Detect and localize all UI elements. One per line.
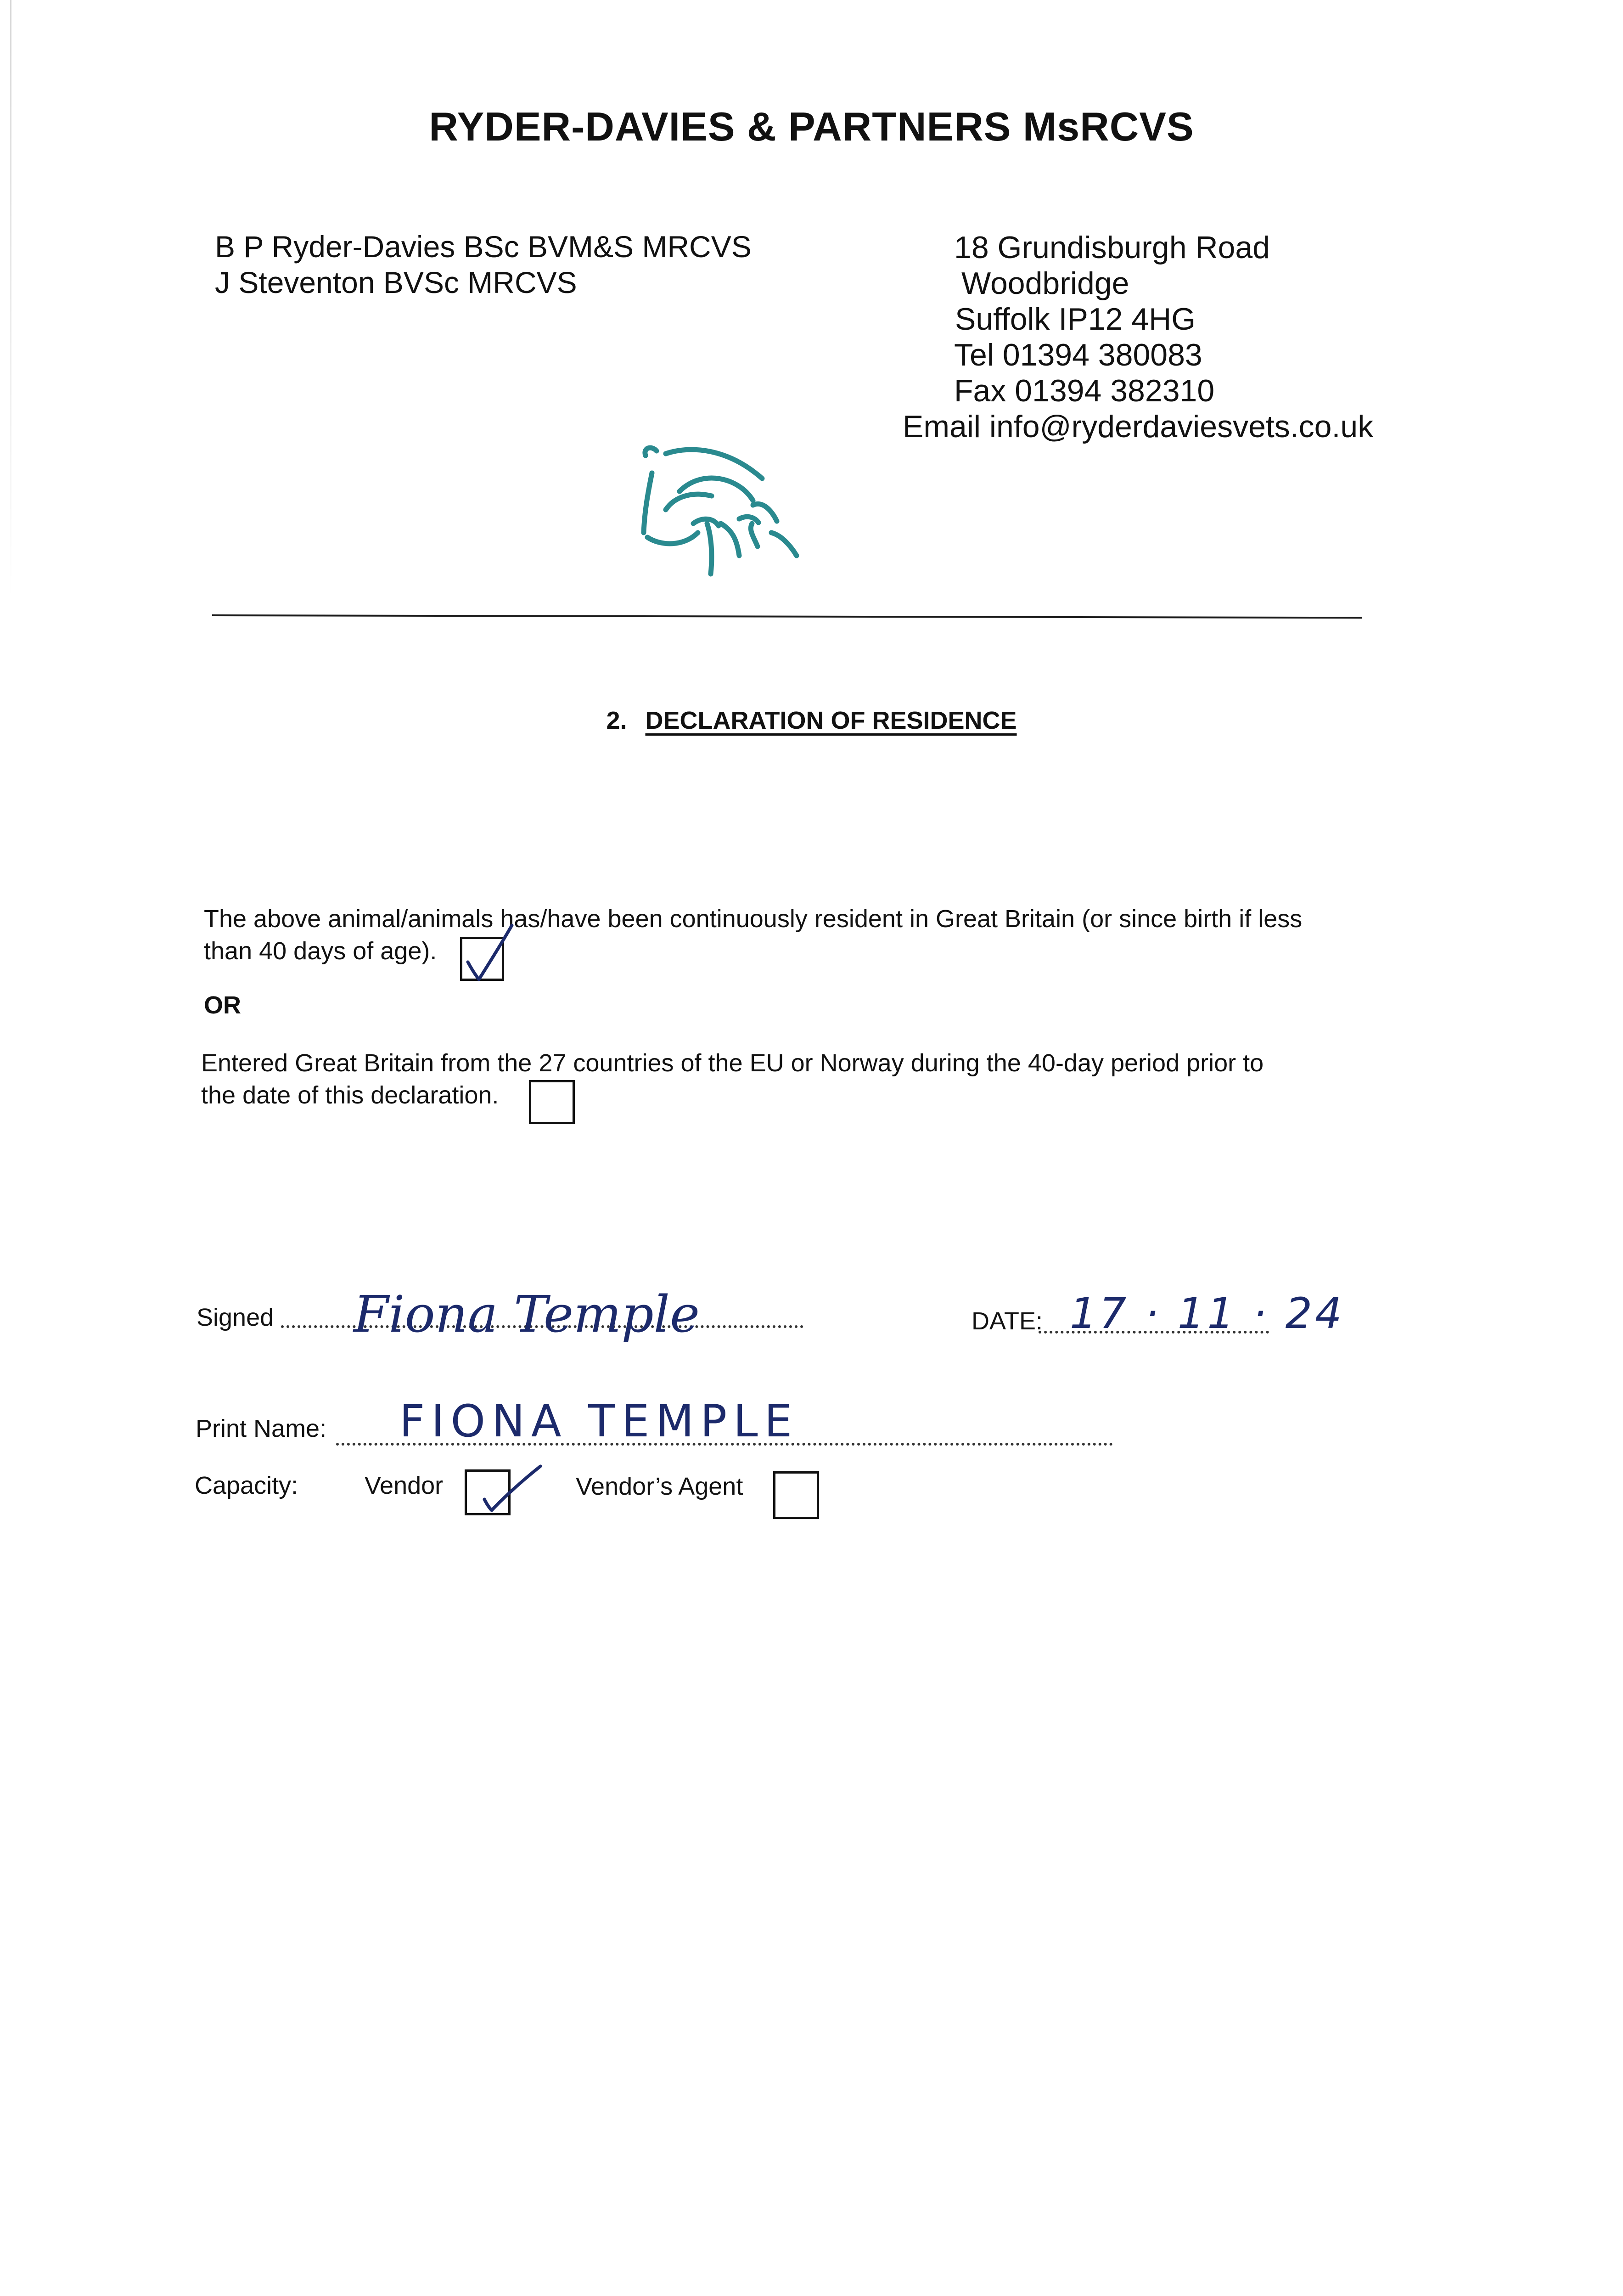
vendors-agent-checkbox[interactable] (773, 1471, 819, 1519)
section-heading (0, 706, 1623, 735)
address-street: 18 Grundisburgh Road (954, 230, 1270, 265)
address-fax: Fax 01394 382310 (954, 373, 1215, 408)
capacity-label: Capacity: (195, 1472, 298, 1499)
or-label: OR (204, 991, 241, 1019)
option1-text-line1: The above animal/animals has/have been continuously resident in Great Britain (or since birth if less (204, 905, 1303, 933)
address-county-postcode: Suffolk IP12 4HG (955, 302, 1196, 337)
practice-name: RYDER-DAVIES & PARTNERS MsRCVS (429, 104, 1194, 149)
scan-edge (10, 0, 11, 597)
vendor-checkbox[interactable] (465, 1469, 511, 1515)
option1-text-line2: than 40 days of age). (204, 937, 437, 965)
print-name-text: FIONA TEMPLE (399, 1396, 799, 1447)
header-divider (212, 614, 1362, 619)
vendors-agent-label: Vendor’s Agent (576, 1473, 743, 1500)
date-text: 17 · 11 · 24 (1070, 1289, 1345, 1338)
checkmark-icon (458, 921, 517, 990)
option1-checkbox[interactable] (460, 937, 504, 981)
staff-member: B P Ryder-Davies BSc BVM&S MRCVS (215, 230, 752, 264)
checkmark-icon (467, 1463, 545, 1522)
staff-list (215, 229, 752, 300)
address-town: Woodbridge (961, 266, 1129, 301)
option2-checkbox[interactable] (529, 1080, 575, 1124)
staff-member: J Steventon BVSc MRCVS (215, 265, 577, 299)
print-name-handwriting (395, 1382, 808, 1446)
address-tel: Tel 01394 380083 (954, 338, 1202, 372)
signed-label: Signed (197, 1304, 274, 1331)
section-number: 2. (606, 707, 627, 734)
date-handwriting (1070, 1286, 1345, 1341)
signature-handwriting (349, 1281, 700, 1355)
option2-text-line2: the date of this declaration. (201, 1081, 499, 1109)
horse-and-foal-logo-icon (634, 441, 826, 597)
signature-text: Fiona Temple (354, 1285, 700, 1344)
date-label: DATE: (972, 1307, 1043, 1335)
vendor-label: Vendor (365, 1472, 444, 1499)
print-name-label: Print Name: (196, 1415, 327, 1442)
section-title: DECLARATION OF RESIDENCE (645, 707, 1017, 734)
option2-text-line1: Entered Great Britain from the 27 countries of the EU or Norway during the 40-day period prior to (201, 1049, 1264, 1077)
address-email: Email info@ryderdaviesvets.co.uk (903, 409, 1374, 444)
